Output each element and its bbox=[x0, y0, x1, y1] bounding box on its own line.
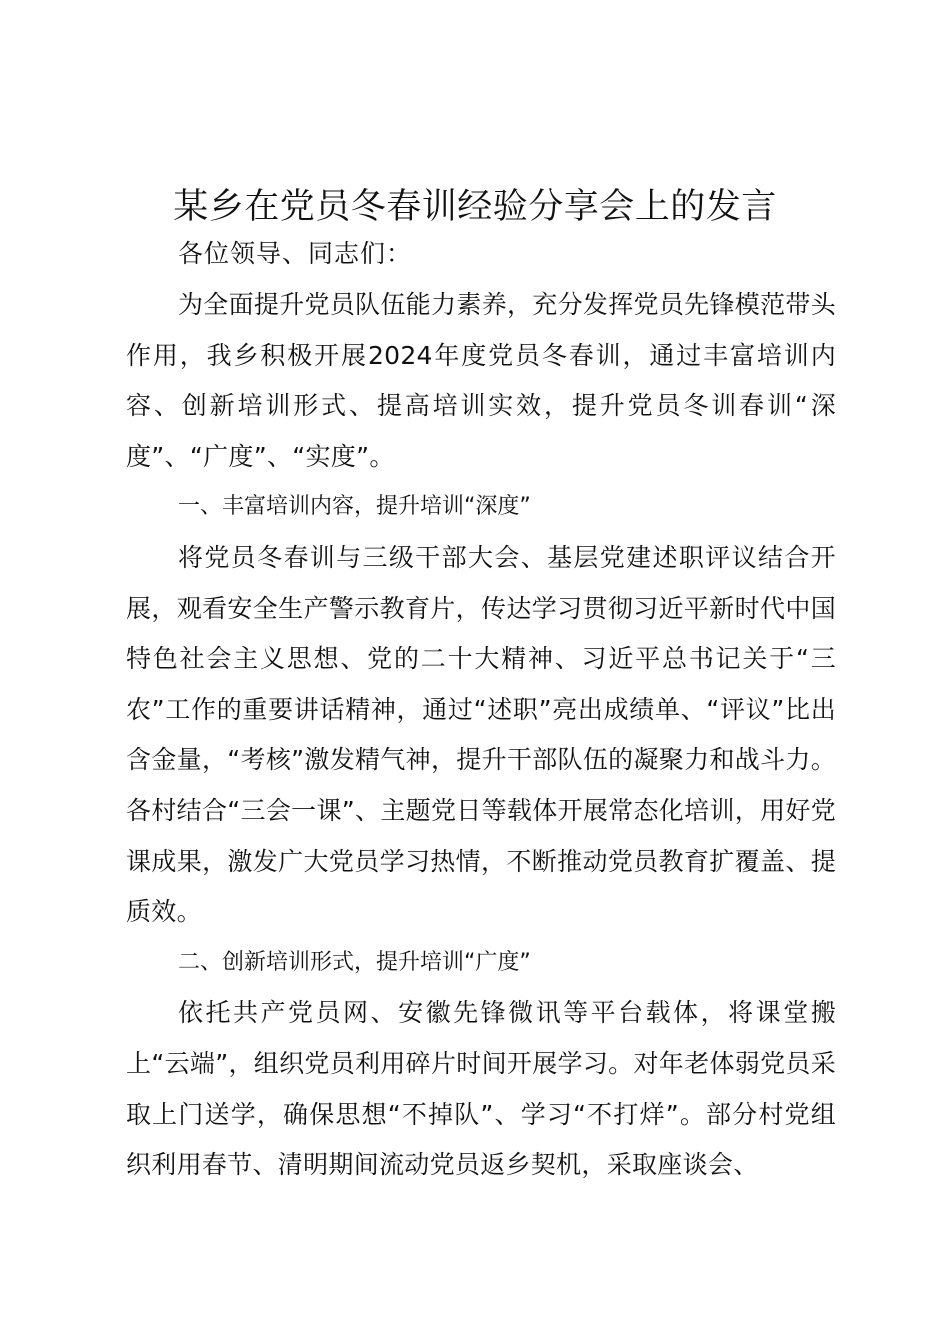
section-heading-1: 一、丰富培训内容，提升培训“深度” bbox=[178, 494, 531, 520]
section-paragraph-2: 依托共产党员网、安徽先锋微讯等平台载体，将课堂搬上“云端”，组织党员利用碎片时间开展学习。对年老体弱党员采取上门送学，确保思想“不掉队”、学习“不打烊”。部分村党组织利用春节、清明期间流动党员返乡契机，采取座谈会、 bbox=[126, 998, 836, 1180]
document-title: 某乡在党员冬春训经验分享会上的发言 bbox=[173, 187, 777, 227]
intro-paragraph: 为全面提升党员队伍能力素养，充分发挥党员先锋模范带头作用，我乡积极开展2024年度党员冬春训，通过丰富培训内容、创新培训形式、提高培训实效，提升党员冬训春训“深度”、“广度”、“实度”。 bbox=[126, 290, 836, 471]
greeting: 各位领导、同志们： bbox=[178, 239, 413, 268]
section-paragraph-1: 将党员冬春训与三级干部大会、基层党建述职评议结合开展，观看安全生产警示教育片，传达学习贯彻习近平新时代中国特色社会主义思想、党的二十大精神、习近平总书记关于“三农”工作的重要讲话精神，通过“述职”亮出成绩单、“评议”比出含金量，“考核”激发精气神，提升干部队伍的凝聚力和战斗力。各村结合“三会一课”、主题党日等载体开展常态化培训，用好党课成果，激发广大党员学习热情，不断推动党员教育扩覆盖、提质效。 bbox=[126, 542, 836, 927]
section-heading-2: 二、创新培训形式，提升培训“广度” bbox=[178, 949, 531, 975]
document-body bbox=[126, 280, 836, 1191]
